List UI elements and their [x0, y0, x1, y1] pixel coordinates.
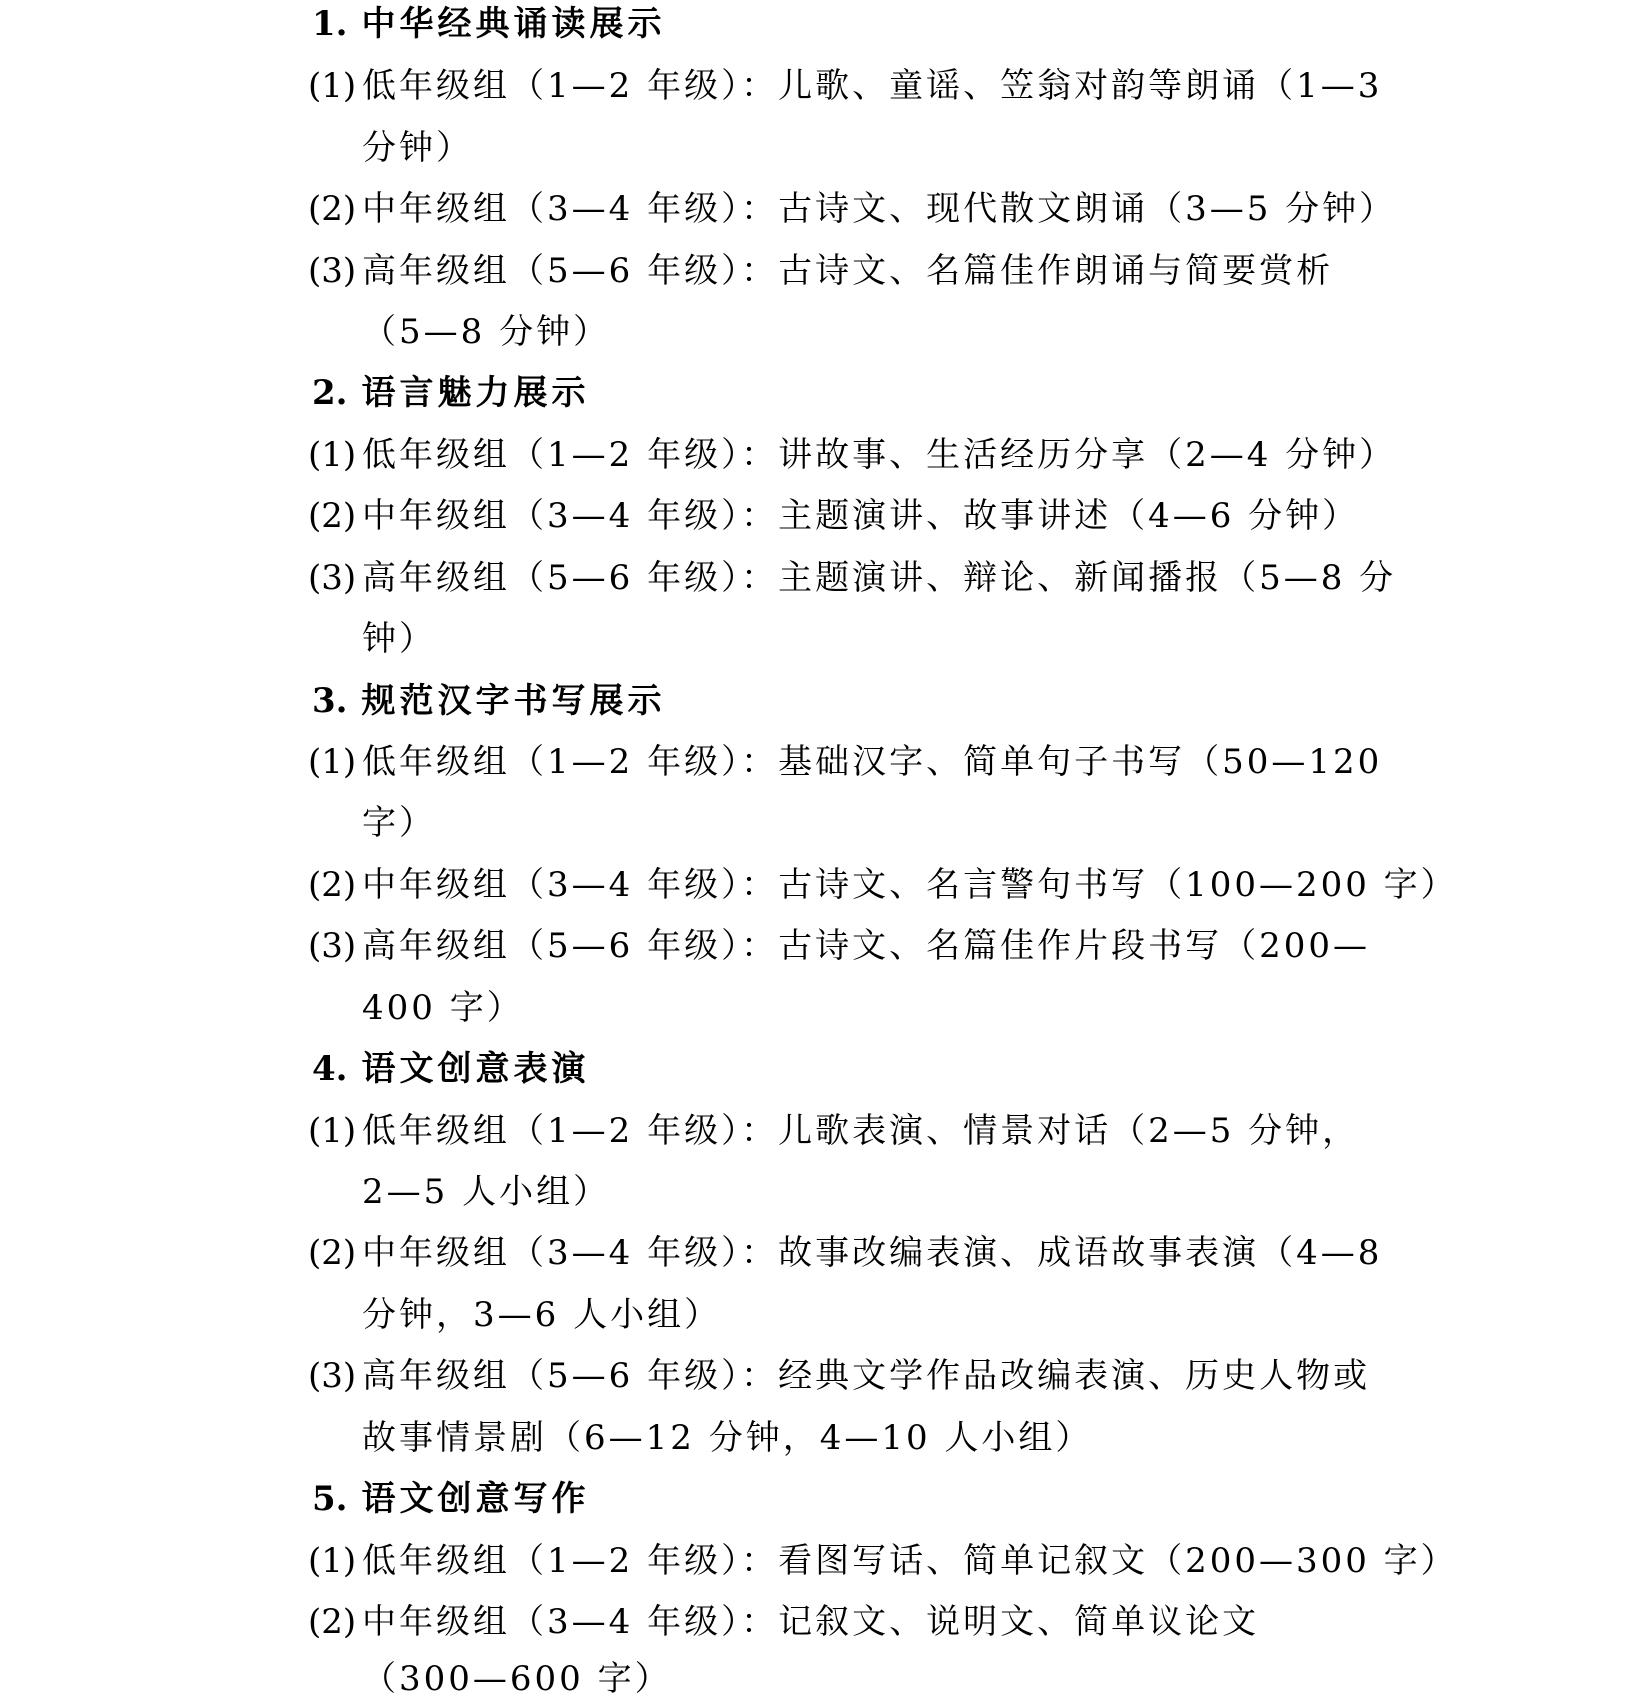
- list-item: [308, 180, 1396, 238]
- section-title: 语文创意表演: [361, 1049, 590, 1089]
- list-item: [308, 1593, 1259, 1651]
- item-number: (2): [308, 189, 357, 229]
- item-text: 低年级组（1—2 年级）：看图写话、简单记叙文（200—300 字）: [362, 1541, 1458, 1581]
- section-heading: [312, 1470, 590, 1528]
- section-number: 5.: [312, 1479, 348, 1519]
- section-title: 语言魅力展示: [361, 373, 590, 413]
- item-text: 低年级组（1—2 年级）：儿歌、童谣、笠翁对韵等朗诵（1—3: [362, 66, 1383, 106]
- list-item-continuation: 分钟，3—6 人小组）: [362, 1295, 722, 1335]
- section-heading: [312, 1040, 590, 1098]
- item-text: 中年级组（3—4 年级）：古诗文、现代散文朗诵（3—5 分钟）: [362, 189, 1397, 229]
- list-item: [308, 1347, 1370, 1405]
- item-number: (1): [308, 1541, 357, 1581]
- list-item: [308, 917, 1370, 975]
- list-item-continuation: 故事情景剧（6—12 分钟，4—10 人小组）: [362, 1418, 1093, 1458]
- section-number: 1.: [312, 4, 348, 44]
- list-item: [308, 549, 1396, 607]
- item-number: (2): [308, 865, 357, 905]
- item-text: 低年级组（1—2 年级）：基础汉字、简单句子书写（50—120: [362, 742, 1383, 782]
- list-item: [308, 733, 1382, 791]
- list-item: [308, 426, 1396, 484]
- item-text: 中年级组（3—4 年级）：故事改编表演、成语故事表演（4—8: [362, 1233, 1383, 1273]
- section-title: 规范汉字书写展示: [361, 681, 666, 721]
- item-text: 高年级组（5—6 年级）：经典文学作品改编表演、历史人物或: [362, 1356, 1371, 1396]
- item-number: (1): [308, 1111, 357, 1151]
- list-item: [308, 487, 1359, 545]
- section-heading: [312, 0, 666, 53]
- section-heading: [312, 364, 590, 422]
- item-text: 低年级组（1—2 年级）：儿歌表演、情景对话（2—5 分钟，: [362, 1111, 1360, 1151]
- item-number: (1): [308, 66, 357, 106]
- item-text: 中年级组（3—4 年级）：主题演讲、故事讲述（4—6 分钟）: [362, 496, 1360, 536]
- section-title: 语文创意写作: [361, 1479, 590, 1519]
- item-number: (3): [308, 1356, 357, 1396]
- list-item-continuation: （300—600 字）: [362, 1659, 672, 1699]
- section-number: 4.: [312, 1049, 348, 1089]
- list-item-continuation: 分钟）: [362, 128, 473, 168]
- item-number: (3): [308, 558, 357, 598]
- item-number: (2): [308, 496, 357, 536]
- list-item-continuation: 2—5 人小组）: [362, 1172, 611, 1212]
- item-number: (1): [308, 435, 357, 475]
- list-item: [308, 1532, 1458, 1590]
- item-number: (2): [308, 1602, 357, 1642]
- item-number: (3): [308, 251, 357, 291]
- item-text: 高年级组（5—6 年级）：古诗文、名篇佳作片段书写（200—: [362, 926, 1370, 966]
- item-text: 高年级组（5—6 年级）：古诗文、名篇佳作朗诵与简要赏析: [362, 251, 1334, 291]
- section-heading: [312, 672, 666, 730]
- item-text: 中年级组（3—4 年级）：古诗文、名言警句书写（100—200 字）: [362, 865, 1458, 905]
- section-number: 2.: [312, 373, 348, 413]
- list-item: [308, 1224, 1382, 1282]
- section-title: 中华经典诵读展示: [361, 4, 666, 44]
- item-number: (2): [308, 1233, 357, 1273]
- list-item: [308, 856, 1458, 914]
- item-text: 低年级组（1—2 年级）：讲故事、生活经历分享（2—4 分钟）: [362, 435, 1397, 475]
- list-item: [308, 57, 1382, 115]
- item-text: 中年级组（3—4 年级）：记叙文、说明文、简单议论文: [362, 1602, 1260, 1642]
- list-item-continuation: （5—8 分钟）: [362, 312, 611, 352]
- item-number: (3): [308, 926, 357, 966]
- list-item-continuation: 字）: [362, 803, 436, 843]
- item-text: 高年级组（5—6 年级）：主题演讲、辩论、新闻播报（5—8 分: [362, 558, 1397, 598]
- list-item: [308, 1102, 1359, 1160]
- list-item-continuation: 钟）: [362, 619, 436, 659]
- list-item: [308, 242, 1333, 300]
- section-number: 3.: [312, 681, 348, 721]
- list-item-continuation: 400 字）: [362, 988, 524, 1028]
- item-number: (1): [308, 742, 357, 782]
